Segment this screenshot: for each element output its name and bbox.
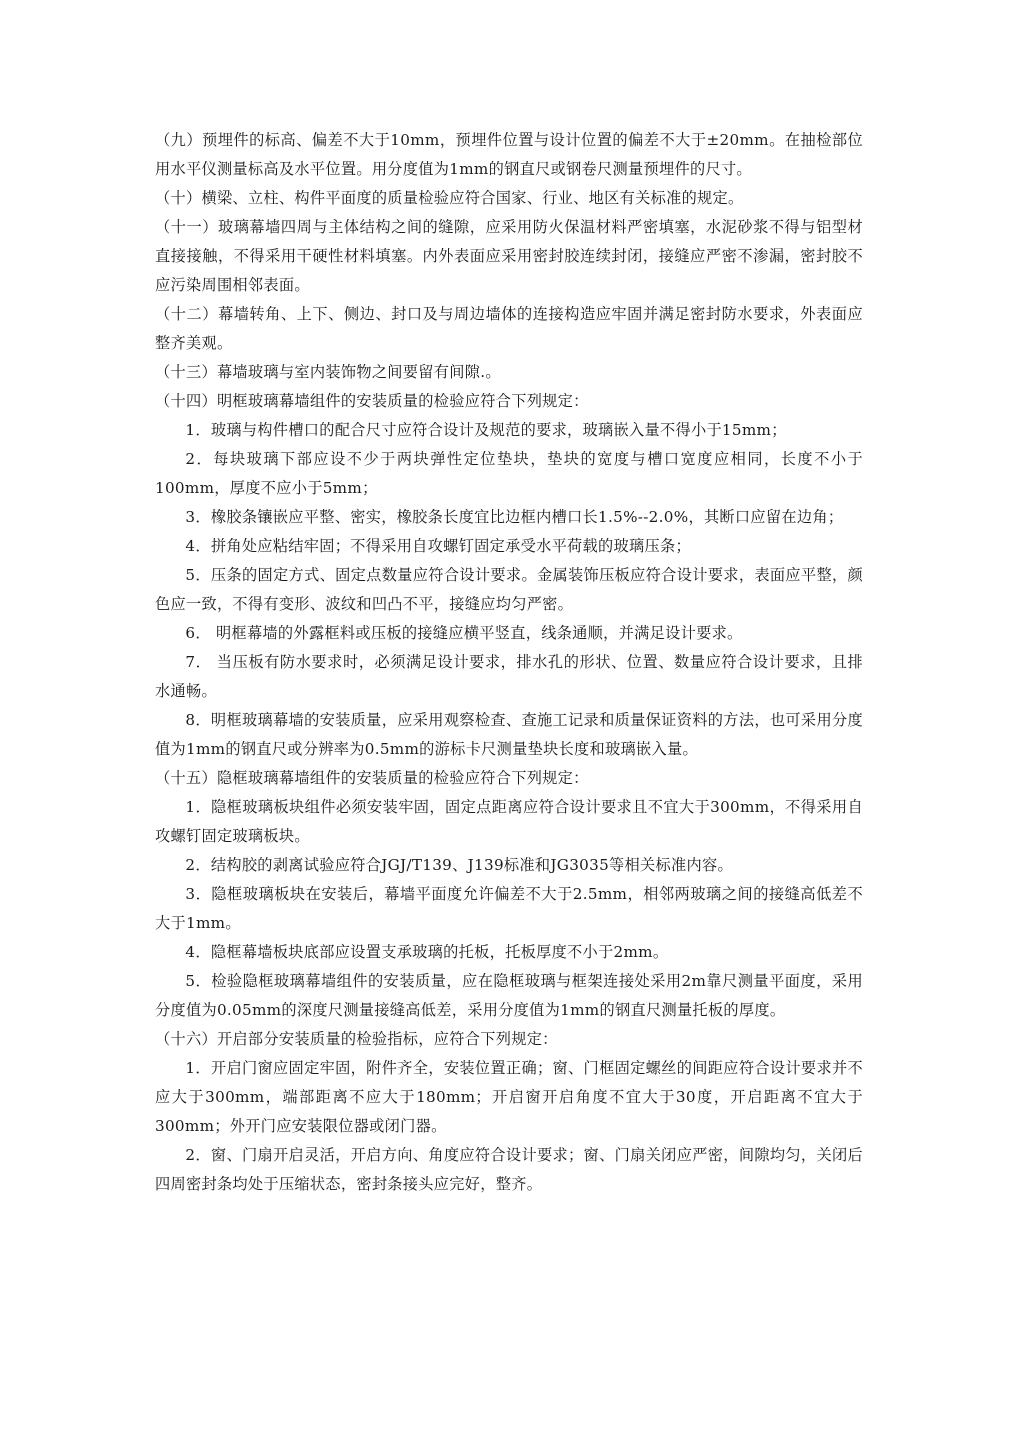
paragraph-9: （九）预埋件的标高、偏差不大于10mm，预埋件位置与设计位置的偏差不大于±20mm。在抽检部位用水平仪测量标高及水平位置。用分度值为1mm的钢直尺或钢卷尺测量预埋件的尺寸。 [155, 131, 863, 178]
list-item-15-4: 4．隐框幕墙板块底部应设置支承玻璃的托板，托板厚度不小于2mm。 [185, 943, 669, 961]
paragraph-14: （十四）明框玻璃幕墙组件的安装质量的检验应符合下列规定： [155, 392, 589, 410]
list-item-14-4: 4．拼角处应粘结牢固；不得采用自攻螺钉固定承受水平荷载的玻璃压条； [185, 537, 691, 555]
list-item-14-6: 6． 明框幕墙的外露框料或压板的接缝应横平竖直，线条通顺，并满足设计要求。 [185, 624, 743, 642]
list-item-15-1: 1．隐框玻璃板块组件必须安装牢固，固定点距离应符合设计要求且不宜大于300mm，不得采用自攻螺钉固定玻璃板块。 [155, 798, 863, 845]
list-item-14-7: 7． 当压板有防水要求时，必须满足设计要求，排水孔的形状、位置、数量应符合设计要求，且排水通畅。 [155, 653, 863, 700]
paragraph-15: （十五）隐框玻璃幕墙组件的安装质量的检验应符合下列规定： [155, 769, 589, 787]
list-item-14-3: 3．橡胶条镶嵌应平整、密实，橡胶条长度宜比边框内槽口长1.5%--2.0%，其断口应留在边角； [185, 508, 844, 526]
document-body [155, 126, 863, 1199]
list-item-16-2: 2．窗、门扇开启灵活，开启方向、角度应符合设计要求；窗、门扇关闭应严密，间隙均匀，关闭后四周密封条均处于压缩状态，密封条接头应完好，整齐。 [155, 1146, 863, 1193]
list-item-16-1: 1．开启门窗应固定牢固，附件齐全，安装位置正确；窗、门框固定螺丝的间距应符合设计要求并不应大于300mm，端部距离不应大于180mm；开启窗开启角度不宜大于30度，开启距离不宜大于300mm；外开门应安装限位器或闭门器。 [155, 1059, 863, 1135]
list-item-14-5: 5．压条的固定方式、固定点数量应符合设计要求。金属装饰压板应符合设计要求，表面应平整，颜色应一致，不得有变形、波纹和凹凸不平，接缝应均匀严密。 [155, 566, 863, 613]
paragraph-10: （十）横梁、立柱、构件平面度的质量检验应符合国家、行业、地区有关标准的规定。 [155, 189, 744, 207]
paragraph-13: （十三）幕墙玻璃与室内装饰物之间要留有间隙.。 [155, 363, 501, 381]
list-item-14-8: 8．明框玻璃幕墙的安装质量，应采用观察检查、查施工记录和质量保证资料的方法，也可采用分度值为1mm的钢直尺或分辨率为0.5mm的游标卡尺测量垫块长度和玻璃嵌入量。 [155, 711, 863, 758]
paragraph-12: （十二）幕墙转角、上下、侧边、封口及与周边墙体的连接构造应牢固并满足密封防水要求，外表面应整齐美观。 [155, 305, 863, 352]
list-item-14-1: 1．玻璃与构件槽口的配合尺寸应符合设计及规范的要求，玻璃嵌入量不得小于15mm； [185, 421, 787, 439]
paragraph-16: （十六）开启部分安装质量的检验指标，应符合下列规定： [155, 1030, 558, 1048]
paragraph-11: （十一）玻璃幕墙四周与主体结构之间的缝隙，应采用防火保温材料严密填塞，水泥砂浆不得与铝型材直接接触，不得采用干硬性材料填塞。内外表面应采用密封胶连续封闭，接缝应严密不渗漏，密封胶不应污染周围相邻表面。 [155, 218, 863, 294]
list-item-15-3: 3．隐框玻璃板块在安装后，幕墙平面度允许偏差不大于2.5mm，相邻两玻璃之间的接缝高低差不大于1mm。 [155, 885, 863, 932]
list-item-15-5: 5．检验隐框玻璃幕墙组件的安装质量，应在隐框玻璃与框架连接处采用2m靠尺测量平面度，采用分度值为0.05mm的深度尺测量接缝高低差，采用分度值为1mm的钢直尺测量托板的厚度。 [155, 972, 863, 1019]
list-item-14-2: 2．每块玻璃下部应设不少于两块弹性定位垫块，垫块的宽度与槽口宽度应相同，长度不小于100mm，厚度不应小于5mm； [155, 450, 863, 497]
list-item-15-2: 2．结构胶的剥离试验应符合JGJ/T139、J139标准和JG3035等相关标准内容。 [185, 856, 733, 874]
